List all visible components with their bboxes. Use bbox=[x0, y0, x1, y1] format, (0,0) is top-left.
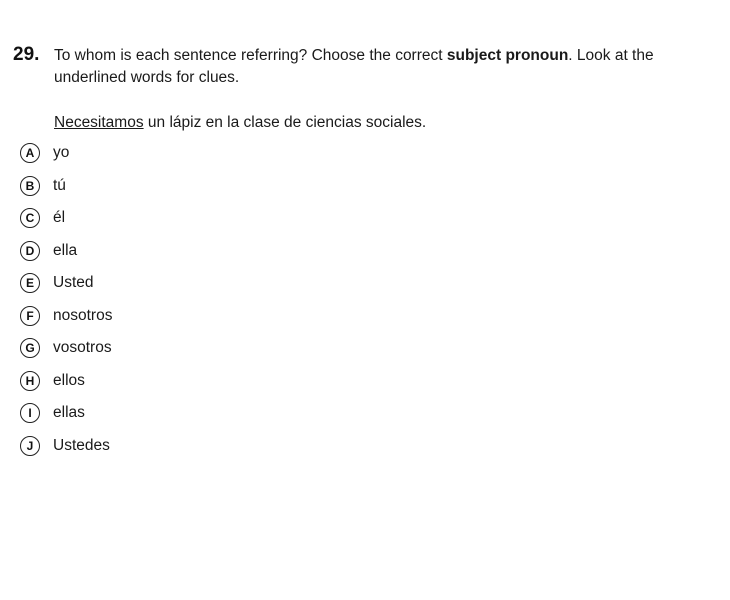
choice-bubble[interactable]: D bbox=[20, 241, 40, 261]
choice-label: nosotros bbox=[53, 306, 113, 324]
choice-label: ella bbox=[53, 241, 78, 259]
question-number: 29. bbox=[13, 44, 40, 65]
choice-bubble[interactable]: F bbox=[20, 306, 40, 326]
choice-bubble[interactable]: E bbox=[20, 273, 40, 293]
choice-j[interactable] bbox=[20, 435, 112, 468]
choice-label: Ustedes bbox=[53, 436, 110, 454]
choice-f[interactable] bbox=[20, 305, 112, 338]
prompt-text-start: To whom is each sentence referring? Choose the correct bbox=[54, 47, 447, 64]
choice-label: él bbox=[53, 209, 66, 226]
choice-bubble[interactable]: B bbox=[20, 176, 40, 196]
sentence-rest: un lápiz en la clase de ciencias sociales. bbox=[143, 114, 427, 131]
choice-label: yo bbox=[53, 144, 70, 161]
prompt-text-end: . Look at the underlined words for clues. bbox=[54, 47, 654, 86]
choice-label: vosotros bbox=[53, 339, 112, 356]
spanish-sentence bbox=[54, 112, 426, 134]
choice-bubble[interactable]: A bbox=[20, 143, 40, 163]
choice-c[interactable] bbox=[20, 207, 112, 240]
choice-label: ellos bbox=[53, 371, 85, 389]
question-prompt bbox=[54, 45, 714, 89]
choice-label: Usted bbox=[53, 274, 94, 291]
choice-bubble[interactable]: G bbox=[20, 338, 40, 358]
underlined-clue-word: Necesitamos bbox=[54, 114, 144, 131]
choice-bubble[interactable]: C bbox=[20, 208, 40, 228]
choice-b[interactable] bbox=[20, 175, 112, 208]
answer-choices bbox=[20, 142, 112, 467]
choice-a[interactable] bbox=[20, 142, 112, 175]
choice-i[interactable] bbox=[20, 402, 112, 435]
prompt-bold-term: subject pronoun bbox=[446, 47, 569, 64]
choice-e[interactable] bbox=[20, 272, 112, 305]
choice-label: ellas bbox=[53, 404, 85, 421]
choice-bubble[interactable]: I bbox=[20, 403, 40, 423]
choice-label: tú bbox=[53, 176, 66, 194]
choice-bubble[interactable]: J bbox=[20, 436, 40, 456]
choice-h[interactable] bbox=[20, 370, 112, 403]
choice-g[interactable] bbox=[20, 337, 112, 370]
choice-bubble[interactable]: H bbox=[20, 371, 40, 391]
choice-d[interactable] bbox=[20, 240, 112, 273]
